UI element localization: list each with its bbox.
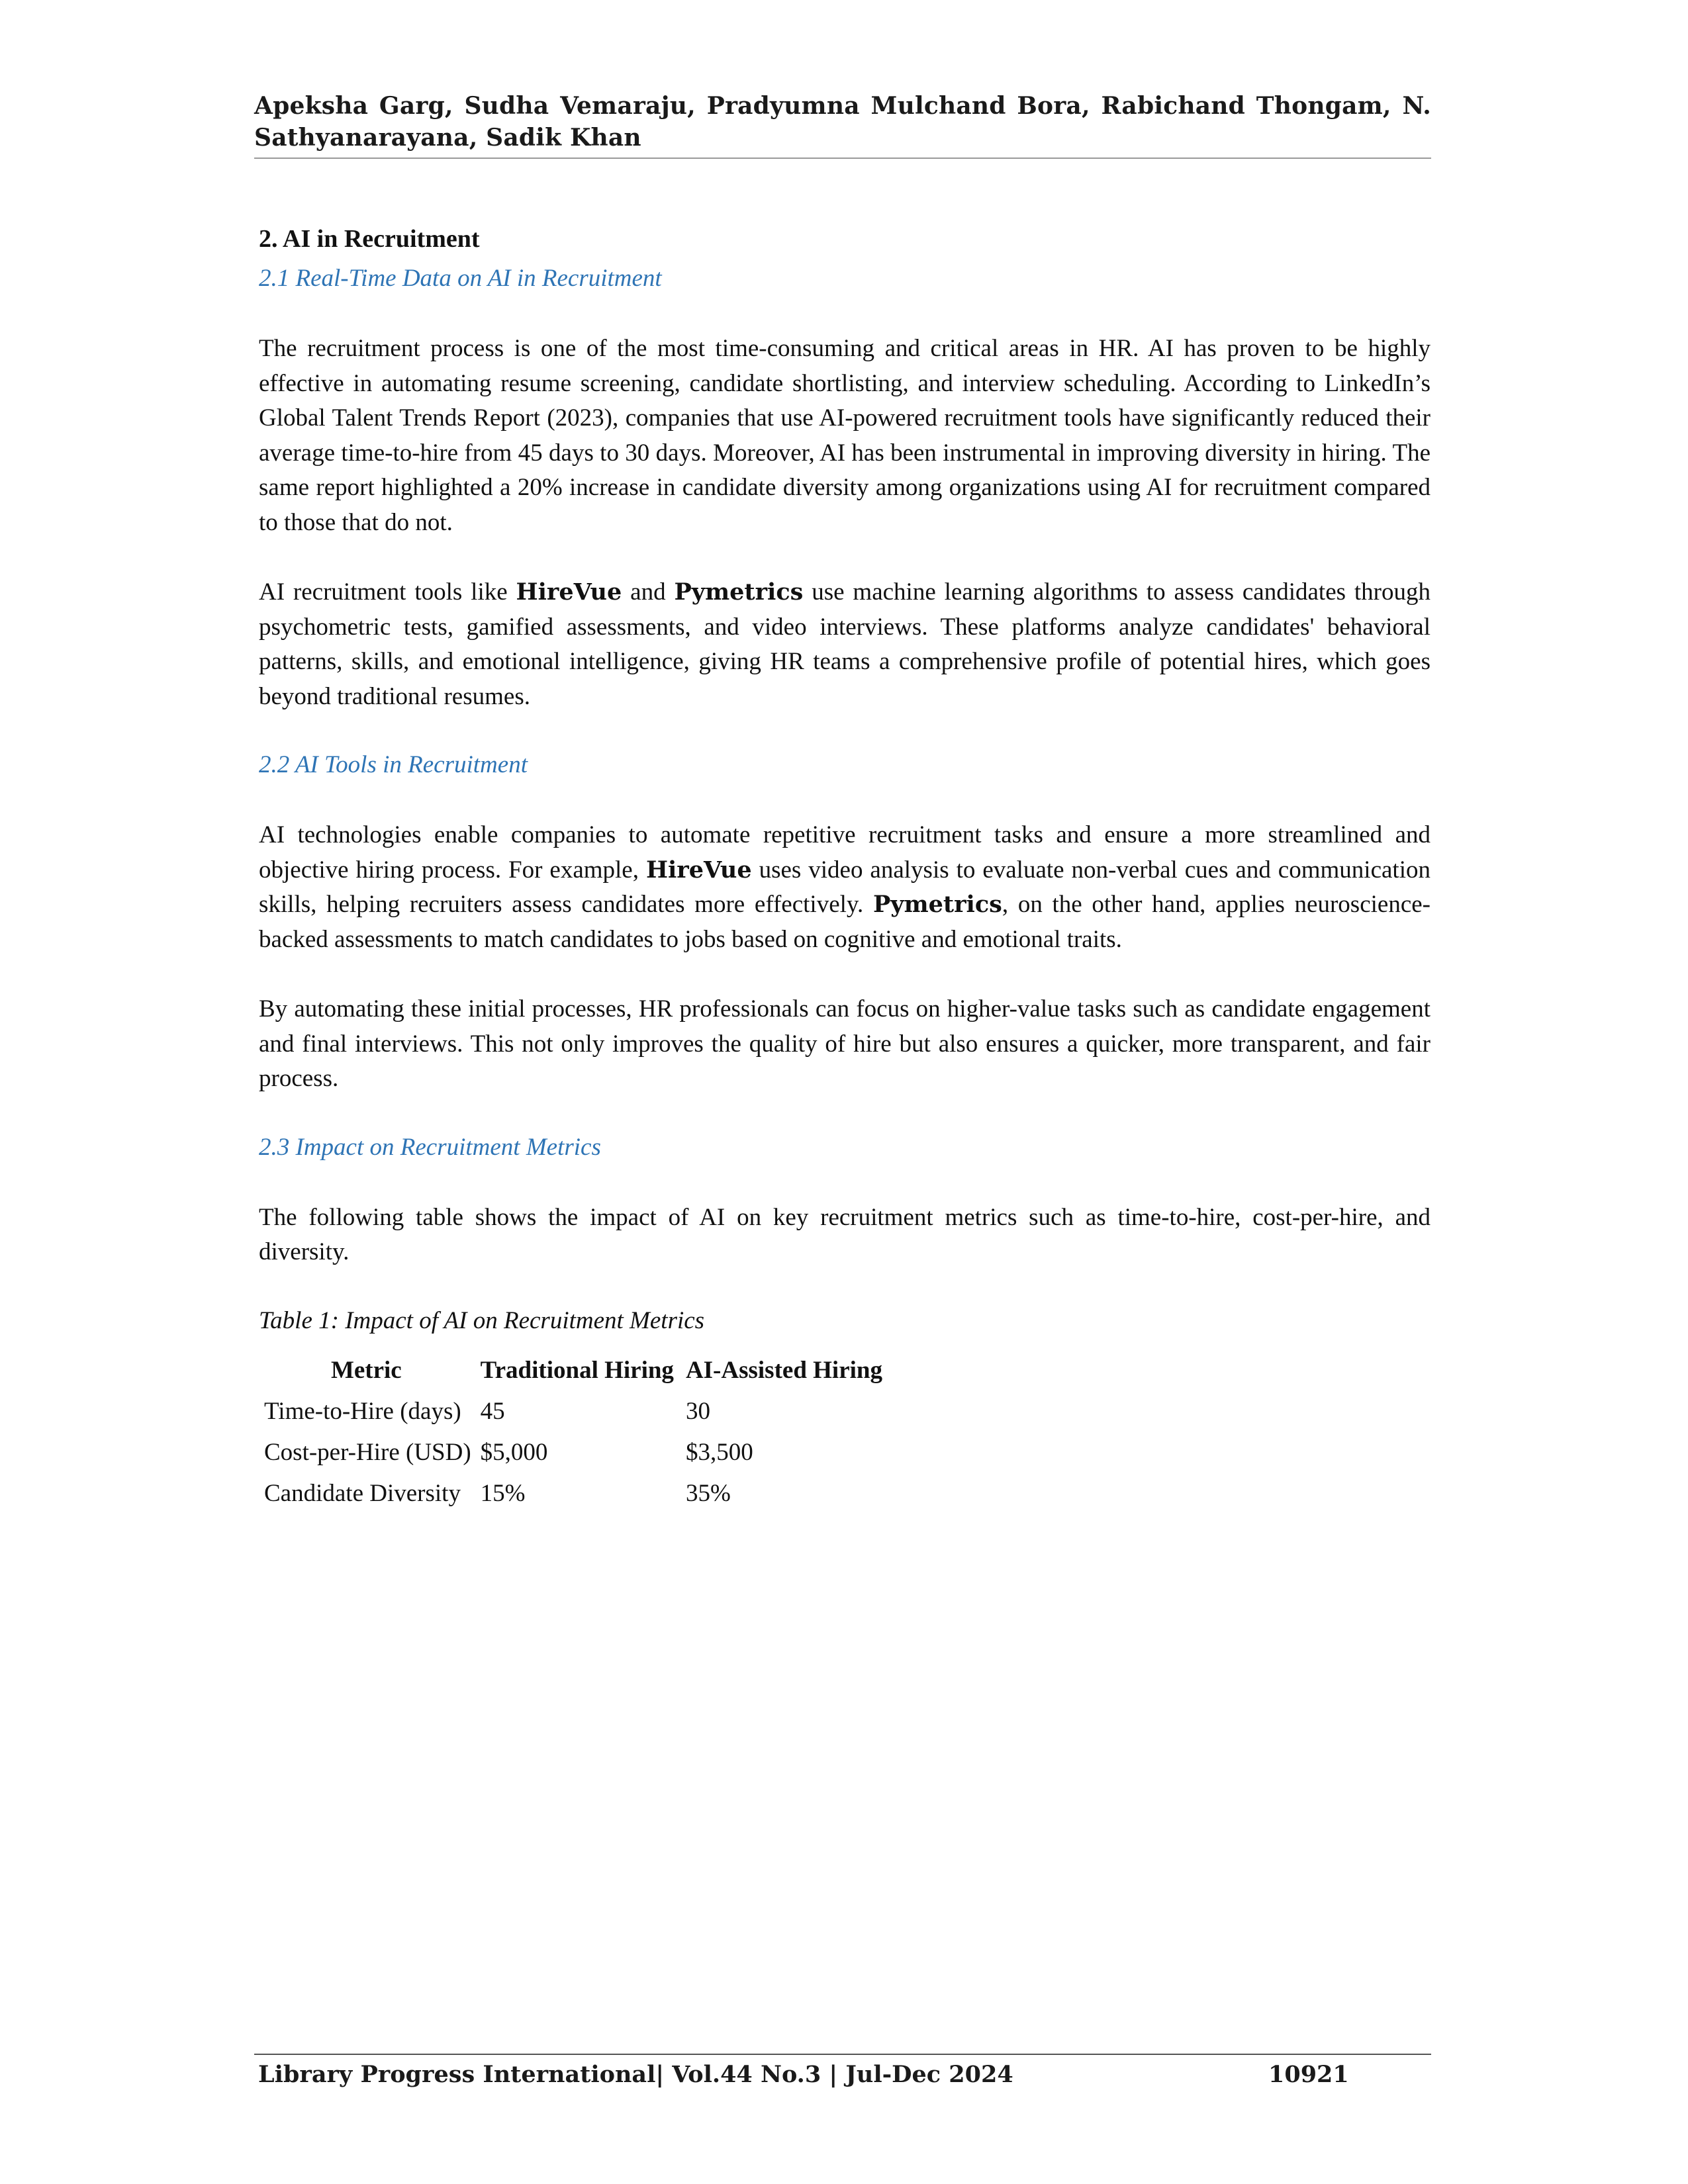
- column-header-ai-assisted: AI-Assisted Hiring: [685, 1356, 882, 1384]
- text-run: AI recruitment tools like: [259, 578, 516, 606]
- paragraph-recruitment-process: The recruitment process is one of the most time-consuming and critical areas in HR. AI has proven to be highly effective in automating resume screening, candidate shortlisting, and interview scheduling. According to LinkedIn’s Global Talent Trends Report (2023), companies that use AI-powered recruitment tools have significantly reduced their average time-to-hire from 45 days to 30 days. Moreover, AI has been instrumental in improving diversity in hiring. The same report highlighted a 20% increase in candidate diversity among organizations using AI for recruitment compared to those that do not.: [259, 335, 1430, 536]
- table-cell: Cost-per-Hire (USD): [264, 1438, 471, 1466]
- page-number: 10921: [1268, 2061, 1349, 2088]
- section-heading: 2. AI in Recruitment: [259, 225, 480, 253]
- table-cell: $5,000: [480, 1438, 548, 1466]
- header-divider: [254, 158, 1431, 159]
- table-cell: 45: [480, 1397, 505, 1425]
- column-header-traditional: Traditional Hiring: [480, 1356, 674, 1384]
- column-header-metric: Metric: [330, 1356, 402, 1384]
- paragraph-ai-technologies: [259, 818, 1430, 957]
- bold-term-pymetrics: Pymetrics: [872, 891, 1002, 918]
- text-run: AI technologies enable companies to automate repetitive recruitment tasks and ensure a more streamlined and objective hiring process. For example,: [259, 821, 1430, 884]
- table-cell: Time-to-Hire (days): [264, 1397, 461, 1425]
- bold-term-hirevue: HireVue: [645, 856, 752, 884]
- table-header-row: [259, 1350, 889, 1391]
- text-run: uses video analysis to evaluate non-verbal cues and communication skills, helping recruiters assess candidates more effectively.: [259, 856, 1430, 918]
- text-run: , on the other hand, applies neuroscience-backed assessments to match candidates to jobs based on cognitive and emotional traits.: [259, 891, 1430, 953]
- subsection-heading-2-1: 2.1 Real-Time Data on AI in Recruitment: [259, 265, 662, 292]
- table-cell: Candidate Diversity: [264, 1479, 461, 1507]
- subsection-heading-2-3: 2.3 Impact on Recruitment Metrics: [259, 1133, 601, 1161]
- bold-term-hirevue: HireVue: [516, 578, 622, 606]
- recruitment-metrics-table: [259, 1350, 889, 1514]
- footer-journal: Library Progress International| Vol.44 No.3 | Jul-Dec 2024: [258, 2061, 1013, 2088]
- paragraph-recruitment-tools: [259, 575, 1430, 714]
- table-row: [259, 1391, 889, 1432]
- paragraph-table-intro: The following table shows the impact of AI on key recruitment metrics such as time-to-hire, cost-per-hire, and diversity.: [259, 1203, 1430, 1265]
- main-content: [259, 223, 1430, 1514]
- table-cell: 15%: [480, 1479, 526, 1507]
- table-cell: 35%: [685, 1479, 731, 1507]
- bold-term-pymetrics: Pymetrics: [674, 578, 804, 606]
- text-run: use machine learning algorithms to assess candidates through psychometric tests, gamified assessments, and video interviews. These platforms analyze candidates' behavioral patterns, skills, and emotional intelligence, giving HR teams a comprehensive profile of potential hires, which goes beyond traditional resumes.: [259, 578, 1430, 710]
- table-row: [259, 1473, 889, 1514]
- footer-divider: [254, 2054, 1431, 2055]
- paragraph-automating-processes: By automating these initial processes, HR professionals can focus on higher-value tasks such as candidate engagement and final interviews. This not only improves the quality of hire but also ensures a quicker, more transparent, and fair process.: [259, 995, 1430, 1092]
- running-header-authors: Apeksha Garg, Sudha Vemaraju, Pradyumna Mulchand Bora, Rabichand Thongam, N. Sathyanarayana, Sadik Khan: [254, 92, 1431, 152]
- subsection-heading-2-2: 2.2 AI Tools in Recruitment: [259, 751, 528, 778]
- table-caption: Table 1: Impact of AI on Recruitment Metrics: [259, 1306, 705, 1334]
- table-cell: $3,500: [685, 1438, 753, 1466]
- table-row: [259, 1432, 889, 1473]
- text-run: and: [622, 578, 675, 606]
- table-cell: 30: [685, 1397, 710, 1425]
